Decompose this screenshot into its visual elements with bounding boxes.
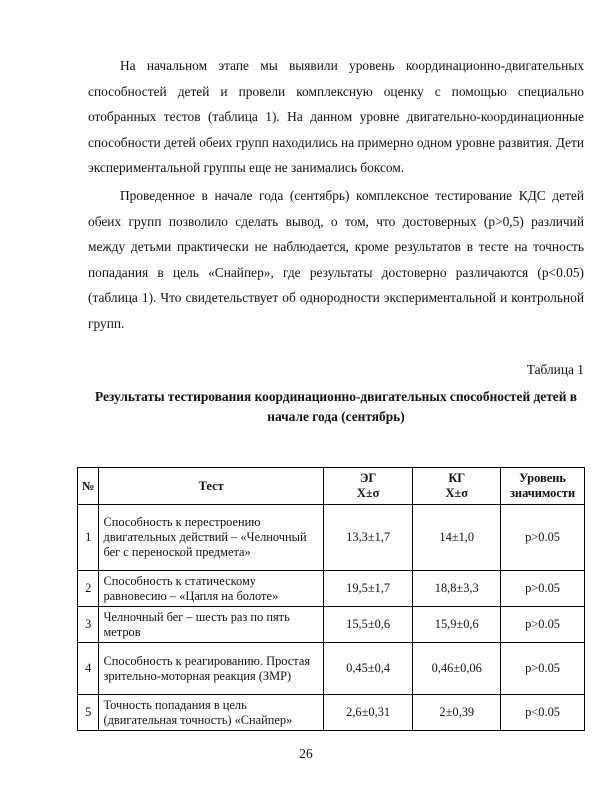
- header-eg-line1: ЭГ: [359, 471, 377, 485]
- header-level-line1: Уровень: [519, 471, 566, 485]
- row-eg: 2,6±0,31: [323, 695, 413, 731]
- page-number: 26: [299, 746, 313, 761]
- header-eg-line2: Х±σ: [356, 486, 380, 500]
- row-kg: 18,8±3,3: [413, 571, 501, 607]
- row-eg: 0,45±0,4: [323, 643, 413, 695]
- row-eg: 19,5±1,7: [323, 571, 413, 607]
- row-test: Способность к реагированию. Простая зрительно-моторная реакция (ЗМР): [99, 643, 323, 695]
- table-row: [78, 607, 585, 643]
- row-num: 5: [78, 695, 99, 731]
- header-kg-line2: Х±σ: [445, 486, 468, 500]
- row-eg: 13,3±1,7: [323, 505, 413, 571]
- row-p: р<0.05: [501, 695, 585, 731]
- header-eg: [323, 468, 413, 505]
- row-test: Способность к перестроению двигательных действий – «Челночный бег с переноской предмета»: [99, 505, 323, 571]
- header-level-line2: значимости: [509, 486, 576, 500]
- row-num: 3: [78, 607, 99, 643]
- header-kg: [413, 468, 501, 505]
- row-p: р>0.05: [501, 571, 585, 607]
- row-num: 2: [78, 571, 99, 607]
- row-kg: 15,9±0,6: [413, 607, 501, 643]
- header-level: [501, 468, 585, 505]
- table-row: [78, 695, 585, 731]
- row-kg: 0,46±0,06: [413, 643, 501, 695]
- row-eg: 15,5±0,6: [323, 607, 413, 643]
- row-p: р>0.05: [501, 607, 585, 643]
- row-kg: 2±0,39: [413, 695, 501, 731]
- table-row: [78, 505, 585, 571]
- table-header-row: [78, 468, 585, 505]
- row-p: р>0.05: [501, 643, 585, 695]
- row-test: Челночный бег – шесть раз по пять метров: [99, 607, 323, 643]
- header-num: №: [78, 468, 99, 505]
- row-test: Точность попадания в цель (двигательная точность) «Снайпер»: [99, 695, 323, 731]
- row-test: Способность к статическому равновесию – «Цапля на болоте»: [99, 571, 323, 607]
- results-table: [77, 467, 585, 731]
- table-row: [78, 643, 585, 695]
- header-test: Тест: [99, 468, 323, 505]
- paragraph-2: Проведенное в начале года (сентябрь) комплексное тестирование КДС детей обеих групп позволило сделать вывод, о том, что достоверных (р>0,5) различий между детьми практически не наблюдается, кроме результатов в тесте на точность попадания в цель «Снайпер», где результаты достоверно различаются (р<0.05) (таблица 1). Что свидетельствует об однородности экспериментальной и контрольной групп.: [88, 188, 584, 331]
- table-caption: Таблица 1: [526, 362, 584, 377]
- table-title: Результаты тестирования координационно-двигательных способностей детей в начале года (сентябрь): [94, 389, 578, 424]
- table-row: [78, 571, 585, 607]
- header-kg-line1: КГ: [448, 471, 466, 485]
- paragraph-1: На начальном этапе мы выявили уровень координационно-двигательных способностей детей и провели комплексную оценку с помощью специально отобранных тестов (таблица 1). На данном уровне двигательно-координационные способности детей обеих групп находились на примерно одном уровне развития. Дети экспериментальной группы еще не занимались боксом.: [88, 58, 584, 175]
- row-p: р>0.05: [501, 505, 585, 571]
- row-kg: 14±1,0: [413, 505, 501, 571]
- row-num: 1: [78, 505, 99, 571]
- row-num: 4: [78, 643, 99, 695]
